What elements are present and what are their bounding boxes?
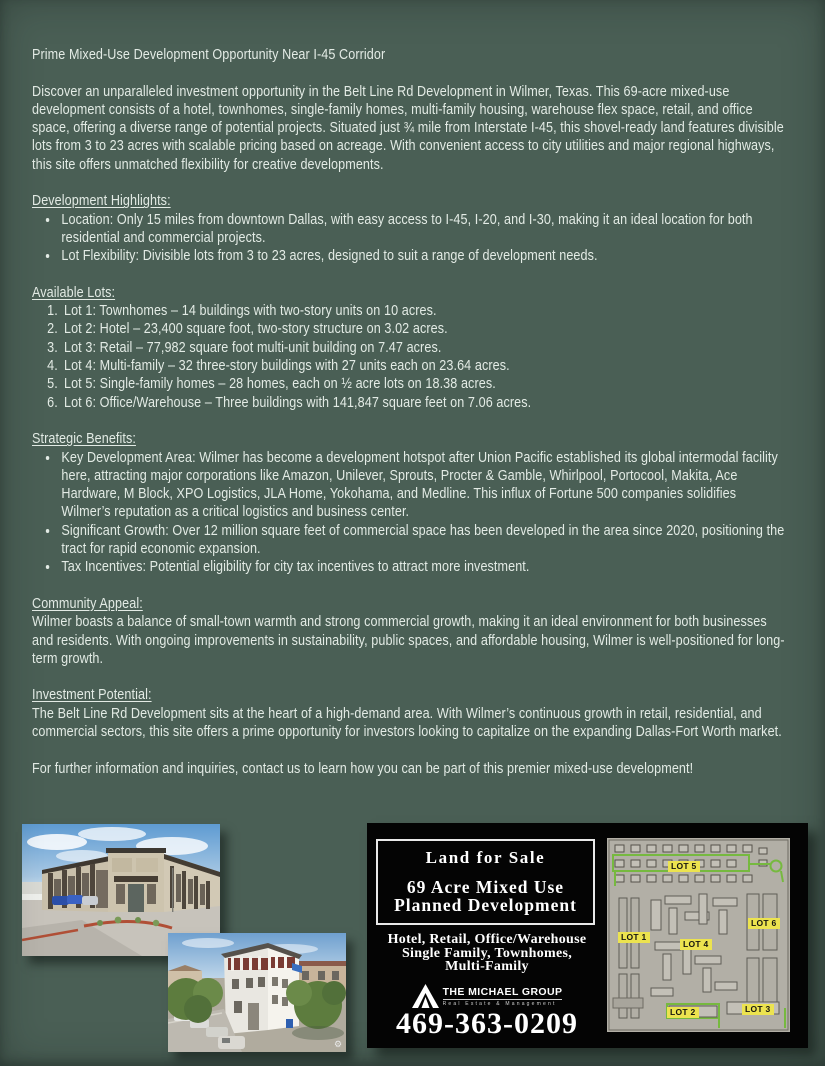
investment-potential-paragraph: The Belt Line Rd Development sits at the heart of a high-demand area. With Wilmer’s continuous growth in retail, residential, and commercial sectors, this site offers a prime opportunity for investors looking to capitalize on the expanding Dallas-Fort Worth market. bbox=[32, 705, 782, 740]
brand-name: THE MICHAEL GROUP bbox=[442, 986, 563, 998]
sign-subtitle-line2: Planned Development bbox=[394, 894, 577, 915]
list-item: 3. Lot 3: Retail – 77,982 square foot multi-unit building on 7.47 acres. bbox=[61, 339, 788, 357]
sign-subtitle-line1: 69 Acre Mixed Use bbox=[406, 877, 565, 897]
page-title: Prime Mixed-Use Development Opportunity Near I-45 Corridor bbox=[32, 47, 386, 63]
sign-title: Land for Sale bbox=[425, 848, 546, 867]
investment-potential-heading: Investment Potential: bbox=[32, 687, 152, 704]
development-highlights-list bbox=[32, 211, 789, 266]
closing-paragraph: For further information and inquiries, contact us to learn how you can be part of this premier mixed-use development! bbox=[32, 760, 694, 777]
mountain-logo-icon bbox=[412, 984, 439, 1008]
gear-icon: ⚙ bbox=[334, 1039, 343, 1049]
list-item: 1. Lot 1: Townhomes – 14 buildings with two-story units on 10 acres. bbox=[61, 302, 788, 320]
sign-uses-line3: Multi-Family bbox=[445, 959, 529, 974]
intro-paragraph: Discover an unparalleled investment opportunity in the Belt Line Rd Development in Wilmer, Texas. This 69-acre mixed-use development consists of a hotel, townhomes, single-family homes, multi-family housing, warehouse flex space, retail, and office space, offering a diverse range of potential projects. Situated just ¾ mile from Interstate I-45, this shovel-ready land features divisible lots from 3 to 23 acres with scalable pricing based on acreage. With convenient access to city utilities and major regional highways, this site offers unmatched flexibility for creative developments. bbox=[32, 83, 784, 173]
flyer-text-column bbox=[32, 46, 789, 778]
sign-uses bbox=[367, 933, 607, 974]
sign-title-box bbox=[376, 839, 595, 925]
list-item: 2. Lot 2: Hotel – 23,400 square foot, two-story structure on 3.02 acres. bbox=[61, 320, 788, 338]
lot1-label: LOT 1 bbox=[618, 932, 650, 943]
development-highlights-heading: Development Highlights: bbox=[32, 193, 171, 210]
sign-uses-line1: Hotel, Retail, Office/Warehouse bbox=[387, 932, 587, 947]
list-item: • Lot Flexibility: Divisible lots from 3 to 23 acres, designed to suit a range of development needs. bbox=[59, 247, 789, 265]
three-story-building-photo-art bbox=[168, 933, 346, 1052]
brand-tagline: Real Estate & Management bbox=[442, 1001, 557, 1007]
available-lots-list bbox=[32, 302, 789, 412]
list-item: 6. Lot 6: Office/Warehouse – Three buildings with 141,847 square feet on 7.06 acres. bbox=[61, 394, 788, 412]
sign-text-panel bbox=[367, 823, 607, 1048]
strategic-benefits-list bbox=[32, 449, 789, 577]
community-appeal-heading: Community Appeal: bbox=[32, 595, 143, 612]
brand-text bbox=[443, 986, 563, 1008]
photo-three-story-building bbox=[168, 933, 346, 1052]
lot3-label: LOT 3 bbox=[742, 1004, 774, 1015]
list-item: 5. Lot 5: Single-family homes – 28 homes, each on ½ acre lots on 18.38 acres. bbox=[61, 375, 788, 393]
list-item: • Tax Incentives: Potential eligibility for city tax incentives to attract more investment. bbox=[59, 558, 789, 576]
community-appeal-paragraph: Wilmer boasts a balance of small-town warmth and strong commercial growth, making it an ideal environment for both businesses and residents. With ongoing improvements in sustainability, public spaces, and affordable housing, Wilmer is well-positioned for long-term growth. bbox=[32, 614, 785, 667]
brand-row bbox=[367, 980, 607, 1008]
list-item: • Key Development Area: Wilmer has become a development hotspot after Union Pacific established its global intermodal facility here, attracting major corporations like Amazon, Unilever, Sprouts, Procter & Gamble, Whirlpool, Portocool, Makita, Ace Hardware, M Block, XPO Logistics, JLA Home, Yokohama, and Medline. This influx of Fortune 500 companies solidifies Wilmer’s reputation as a critical logistics and business center. bbox=[59, 449, 789, 522]
strategic-benefits-heading: Strategic Benefits: bbox=[32, 431, 136, 448]
list-item: 4. Lot 4: Multi-family – 32 three-story buildings with 27 units each on 23.64 acres. bbox=[61, 357, 788, 375]
land-for-sale-sign bbox=[367, 823, 808, 1048]
lot2-label: LOT 2 bbox=[667, 1007, 699, 1018]
lot4-label: LOT 4 bbox=[680, 939, 712, 950]
lot5-label: LOT 5 bbox=[668, 861, 700, 872]
available-lots-heading: Available Lots: bbox=[32, 284, 116, 301]
site-plan-map bbox=[607, 838, 790, 1032]
list-item: • Significant Growth: Over 12 million square feet of commercial space has been developed in the area since 2020, positioning the tract for rapid economic expansion. bbox=[59, 522, 789, 559]
phone-number: 469-363-0209 bbox=[396, 1007, 578, 1040]
list-item: • Location: Only 15 miles from downtown Dallas, with easy access to I-45, I-20, and I-30, making it an ideal location for both residential and commercial projects. bbox=[59, 211, 789, 248]
sign-uses-line2: Single Family, Townhomes, bbox=[401, 945, 573, 961]
lot6-label: LOT 6 bbox=[748, 918, 780, 929]
